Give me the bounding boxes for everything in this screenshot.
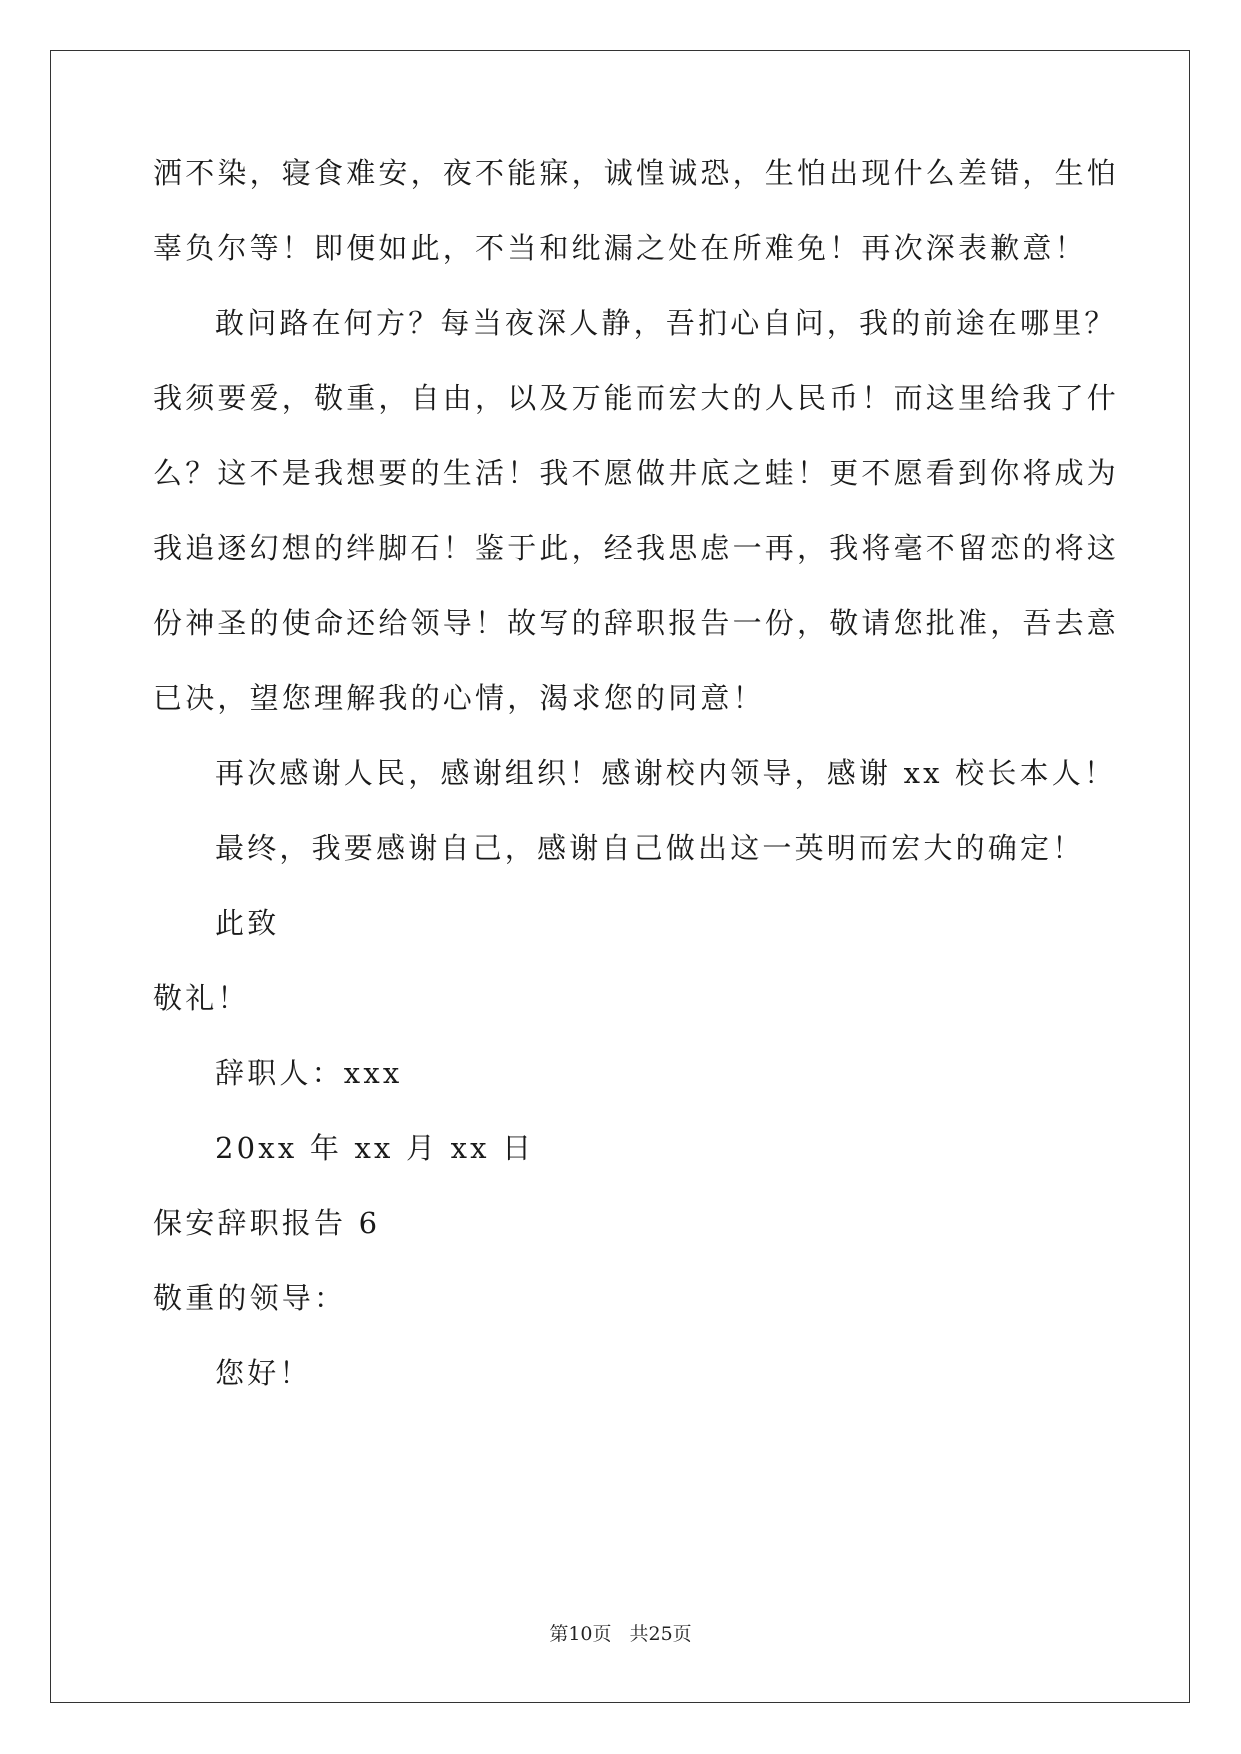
text-line: 份神圣的使命还给领导！故写的辞职报告一份，敬请您批准，吾去意 (153, 606, 1120, 640)
text-line: 我须要爱，敬重，自由，以及万能而宏大的人民币！而这里给我了什 (153, 381, 1120, 415)
text-line: 最终，我要感谢自己，感谢自己做出这一英明而宏大的确定！ (215, 831, 1085, 865)
text-line: 再次感谢人民，感谢组织！感谢校内领导，感谢 xx 校长本人！ (215, 756, 1117, 790)
closing-salutation: 此致 (215, 906, 280, 940)
text-line: 敢问路在何方？每当夜深人静，吾扪心自问，我的前途在哪里？ (215, 306, 1117, 340)
text-line: 我追逐幻想的绊脚石！鉴于此，经我思虑一再，我将毫不留恋的将这 (153, 531, 1120, 565)
page-total: 共25页 (629, 1623, 692, 1645)
text-line: 洒不染，寝食难安，夜不能寐，诚惶诚恐，生怕出现什么差错，生怕 (153, 156, 1120, 190)
page-frame (50, 50, 1190, 1703)
closing-regards: 敬礼！ (153, 981, 250, 1015)
section-heading: 保安辞职报告 6 (153, 1206, 381, 1240)
text-line: 已决，望您理解我的心情，渴求您的同意！ (153, 681, 765, 715)
signature-line: 辞职人：xxx (215, 1056, 403, 1090)
text-line: 您好！ (215, 1356, 312, 1390)
greeting: 敬重的领导： (153, 1281, 347, 1315)
page-number: 第10页 (549, 1623, 612, 1645)
text-line: 么？这不是我想要的生活！我不愿做井底之蛙！更不愿看到你将成为 (153, 456, 1120, 490)
text-line: 辜负尔等！即便如此，不当和纰漏之处在所难免！再次深表歉意！ (153, 231, 1087, 265)
page-footer (0, 1622, 1241, 1646)
date-line: 20xx 年 xx 月 xx 日 (215, 1131, 535, 1165)
